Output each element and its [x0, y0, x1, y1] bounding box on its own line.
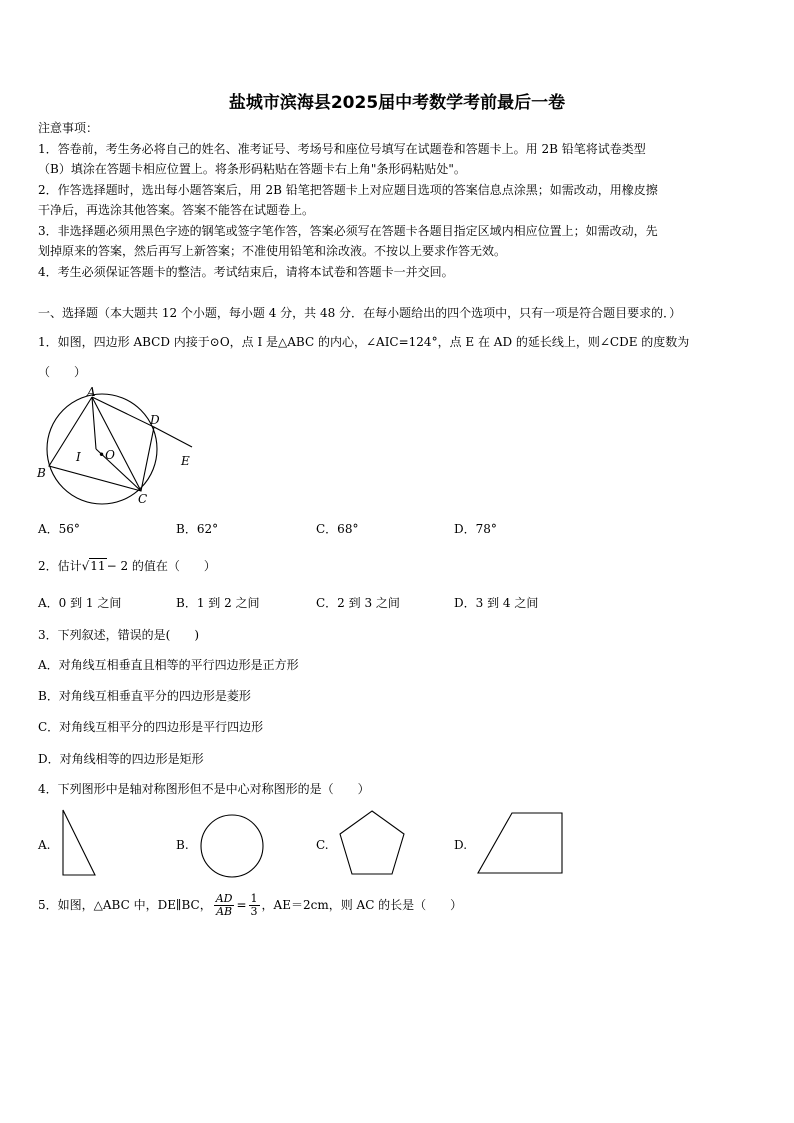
question-3-option-a: A．对角线互相垂直且相等的平行四边形是正方形 [38, 658, 299, 672]
question-2-text [38, 557, 216, 574]
circle-figure [198, 812, 266, 880]
right-triangle-figure [60, 808, 100, 878]
label-c: C [138, 492, 148, 506]
notes-block [38, 118, 768, 282]
segment-ai [92, 397, 96, 449]
question-1-blank: （ ） [38, 365, 87, 379]
pentagon-figure [336, 808, 408, 878]
notes-line: 1．答卷前，考生务必将自己的姓名、准考证号、考场号和座位号填写在试题卷和答题卡上。用 2B 铅笔将试卷类型 [38, 141, 646, 156]
question-2-suffix: 的值在（ ） [128, 559, 216, 573]
equals-sign: = [236, 898, 247, 912]
question-1-option-b: B．62° [176, 522, 219, 536]
question-4-option-b-label: B. [176, 838, 189, 852]
question-1-option-d: D．78° [454, 522, 497, 536]
question-3-option-b: B．对角线互相垂直平分的四边形是菱形 [38, 689, 251, 703]
question-2-option-c: C．2 到 3 之间 [316, 596, 400, 610]
extension-de [154, 427, 192, 447]
section-heading: 一、选择题（本大题共 12 个小题，每小题 4 分，共 48 分．在每小题给出的四个选项中，只有一项是符合题目要求的．） [38, 306, 682, 320]
question-3-option-c: C．对角线互相平分的四边形是平行四边形 [38, 720, 264, 734]
question-5-text [38, 893, 462, 918]
question-1-text: 1．如图，四边形 ABCD 内接于⊙O，点 I 是△ABC 的内心，∠AIC=124°，点 E 在 AD 的延长线上，则∠CDE 的度数为 [38, 335, 690, 349]
question-2-prefix: 2．估计 [38, 559, 82, 573]
fraction-denominator: AB [216, 905, 233, 918]
question-1-option-a: A．56° [38, 522, 80, 536]
fraction-ad-ab [214, 893, 235, 918]
question-2-option-a: A．0 到 1 之间 [38, 596, 122, 610]
question-4-option-d-label: D. [454, 838, 468, 852]
fraction-numerator: 1 [250, 892, 258, 905]
notes-line: （B）填涂在答题卡相应位置上。将条形码粘贴在答题卡右上角"条形码粘贴处"。 [38, 162, 466, 176]
sqrt-expression: √11 [81, 559, 106, 573]
question-3-text: 3．下列叙述，错误的是( ) [38, 628, 199, 642]
question-5-prefix: 5．如图，△ABC 中，DE∥BC， [38, 898, 212, 912]
label-d: D [150, 413, 160, 427]
fraction-numerator: AD [215, 892, 233, 905]
quadrilateral-abcd [49, 397, 154, 491]
question-4-option-c-label: C. [316, 838, 329, 852]
page-title: 盐城市滨海县2025届中考数学考前最后一卷 [228, 93, 566, 113]
question-4-option-a-label: A. [38, 838, 51, 852]
label-b: B [37, 466, 46, 480]
label-i: I [76, 450, 81, 464]
label-a: A [87, 385, 96, 399]
trapezoid-figure [474, 810, 566, 876]
question-5-suffix: ，AE＝2cm，则 AC 的长是（ ） [261, 898, 463, 912]
question-2-option-b: B．1 到 2 之间 [176, 596, 260, 610]
question-2-minus: − 2 [106, 559, 129, 573]
question-2-option-d: D．3 到 4 之间 [454, 596, 539, 610]
label-o: •O [98, 448, 115, 462]
notes-line: 4．考生必须保证答题卡的整洁。考试结束后，请将本试卷和答题卡一并交回。 [38, 264, 454, 279]
notes-line: 干净后，再选涂其他答案。答案不能答在试题卷上。 [38, 203, 315, 217]
question-4-text: 4．下列图形中是轴对称图形但不是中心对称图形的是（ ） [38, 782, 370, 796]
notes-line: 3．非选择题必须用黑色字迹的钢笔或签字笔作答，答案必须写在答题卡各题目指定区域内相应位置上；如需改动，先 [38, 223, 658, 238]
fraction-denominator: 3 [250, 905, 258, 918]
diagonal-ac [92, 397, 141, 491]
notes-line: 划掉原来的答案，然后再写上新答案；不准使用铅笔和涂改液。不按以上要求作答无效。 [38, 244, 507, 258]
question-1-figure [30, 385, 205, 510]
fraction-one-third [249, 893, 260, 918]
radicand: 11 [90, 559, 106, 573]
notes-line: 2．作答选择题时，选出每小题答案后，用 2B 铅笔把答题卡上对应题目选项的答案信息点涂黑；如需改动，用橡皮擦 [38, 182, 658, 197]
notes-heading: 注意事项： [38, 121, 99, 135]
question-3-option-d: D．对角线相等的四边形是矩形 [38, 752, 204, 766]
question-1-option-c: C．68° [316, 522, 359, 536]
label-e: E [181, 454, 190, 468]
